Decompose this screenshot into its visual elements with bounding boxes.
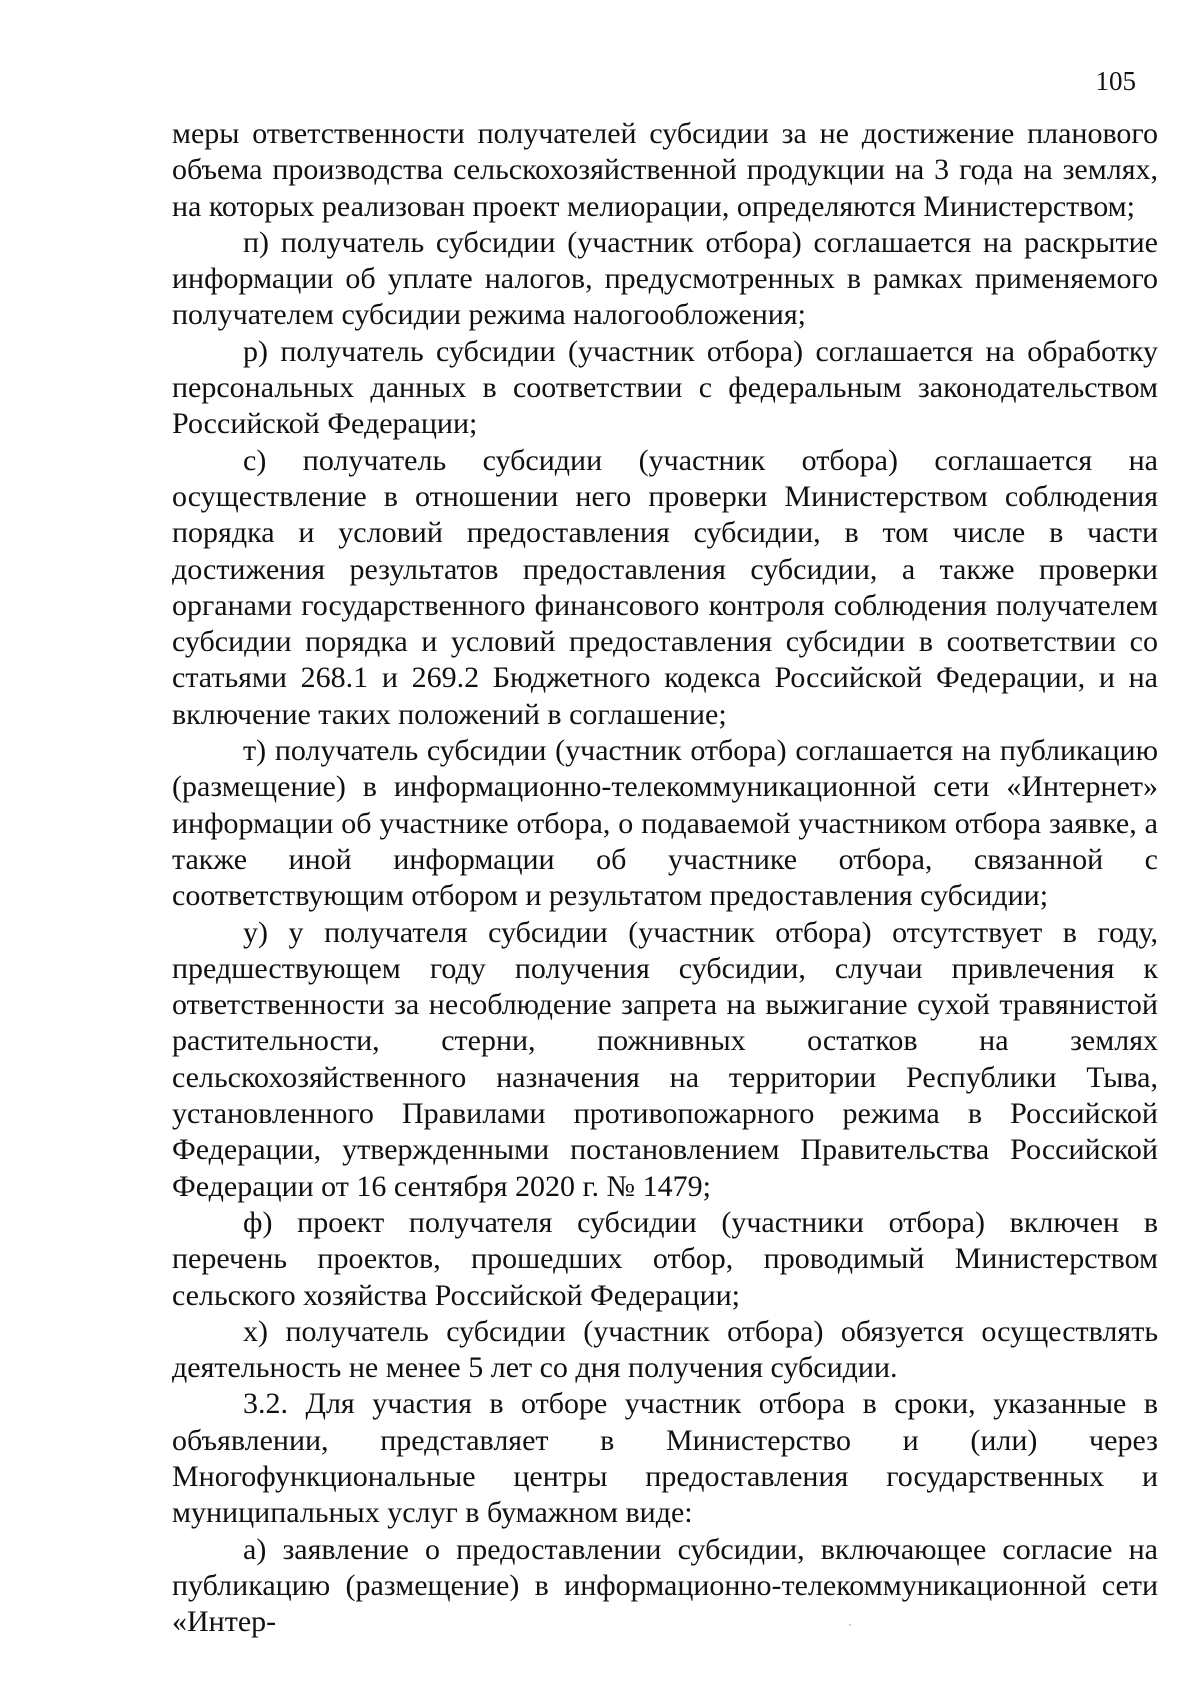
page-number: 105 [1095,66,1136,96]
paragraph-item-kh: х) получатель субсидии (участник отбора) обязуется осуществлять деятельность не менее 5 лет со дня получения субсидии. [172,1314,1158,1385]
paragraph-item-u: у) у получателя субсидии (участник отбора) отсутствует в году, предшествующем году получения субсидии, случаи привлечения к ответственности за несоблюдение запрета на выжигание сухой травянистой растительности, стерни, пожнивных остатков на землях сельскохозяйственного назначения на территории Республики Тыва, установленного Правилами противопожарного режима в Российской Федерации, утвержденными постановлением Правительства Российской Федерации от 16 сентября 2020 г. № 1479; [172,915,1158,1203]
paragraph-item-t: т) получатель субсидии (участник отбора) соглашается на публикацию (размещение) в информационно-телекоммуникационной сети «Интернет» информации об участнике отбора, о подаваемой участником отбора заявке, а также иной информации об участнике отбора, связанной с соответствующим отбором и результатом предоставления субсидии; [172,734,1158,913]
paragraph-item-r: р) получатель субсидии (участник отбора) соглашается на обработку персональных данных в соответствии с федеральным законодательством Российской Федерации; [172,334,1158,441]
paragraph-section-3-2: 3.2. Для участия в отборе участник отбора в сроки, указанные в объявлении, представляет в Министерство и (или) через Многофункциональные центры предоставления государственных и муниципальных услуг в бумажном виде: [172,1387,1158,1530]
scan-artifact-dot [849,1624,851,1626]
paragraph-item-f: ф) проект получателя субсидии (участники отбора) включен в перечень проектов, прошедших отбор, проводимый Министерством сельского хозяйства Российской Федерации; [172,1205,1158,1312]
document-body [172,116,1158,1640]
paragraph-item-p: п) получатель субсидии (участник отбора) соглашается на раскрытие информации об уплате налогов, предусмотренных в рамках применяемого получателем субсидии режима налогообложения; [172,225,1158,332]
paragraph-continuation: меры ответственности получателей субсидии за не достижение планового объема производства сельскохозяйственной продукции на 3 года на землях, на которых реализован проект мелиорации, определяются Министерством; [172,117,1158,223]
paragraph-item-s: с) получатель субсидии (участник отбора) соглашается на осуществление в отношении него проверки Министерством соблюдения порядка и условий предоставления субсидии, в том числе в части достижения результатов предоставления субсидии, а также проверки органами государственного финансового контроля соблюдения получателем субсидии порядка и условий предоставления субсидии в соответствии со статьями 268.1 и 269.2 Бюджетного кодекса Российской Федерации, и на включение таких положений в соглашение; [172,443,1158,731]
paragraph-item-a: а) заявление о предоставлении субсидии, включающее согласие на публикацию (размещение) в информационно-телекоммуникационной сети «Интер- [172,1532,1158,1639]
